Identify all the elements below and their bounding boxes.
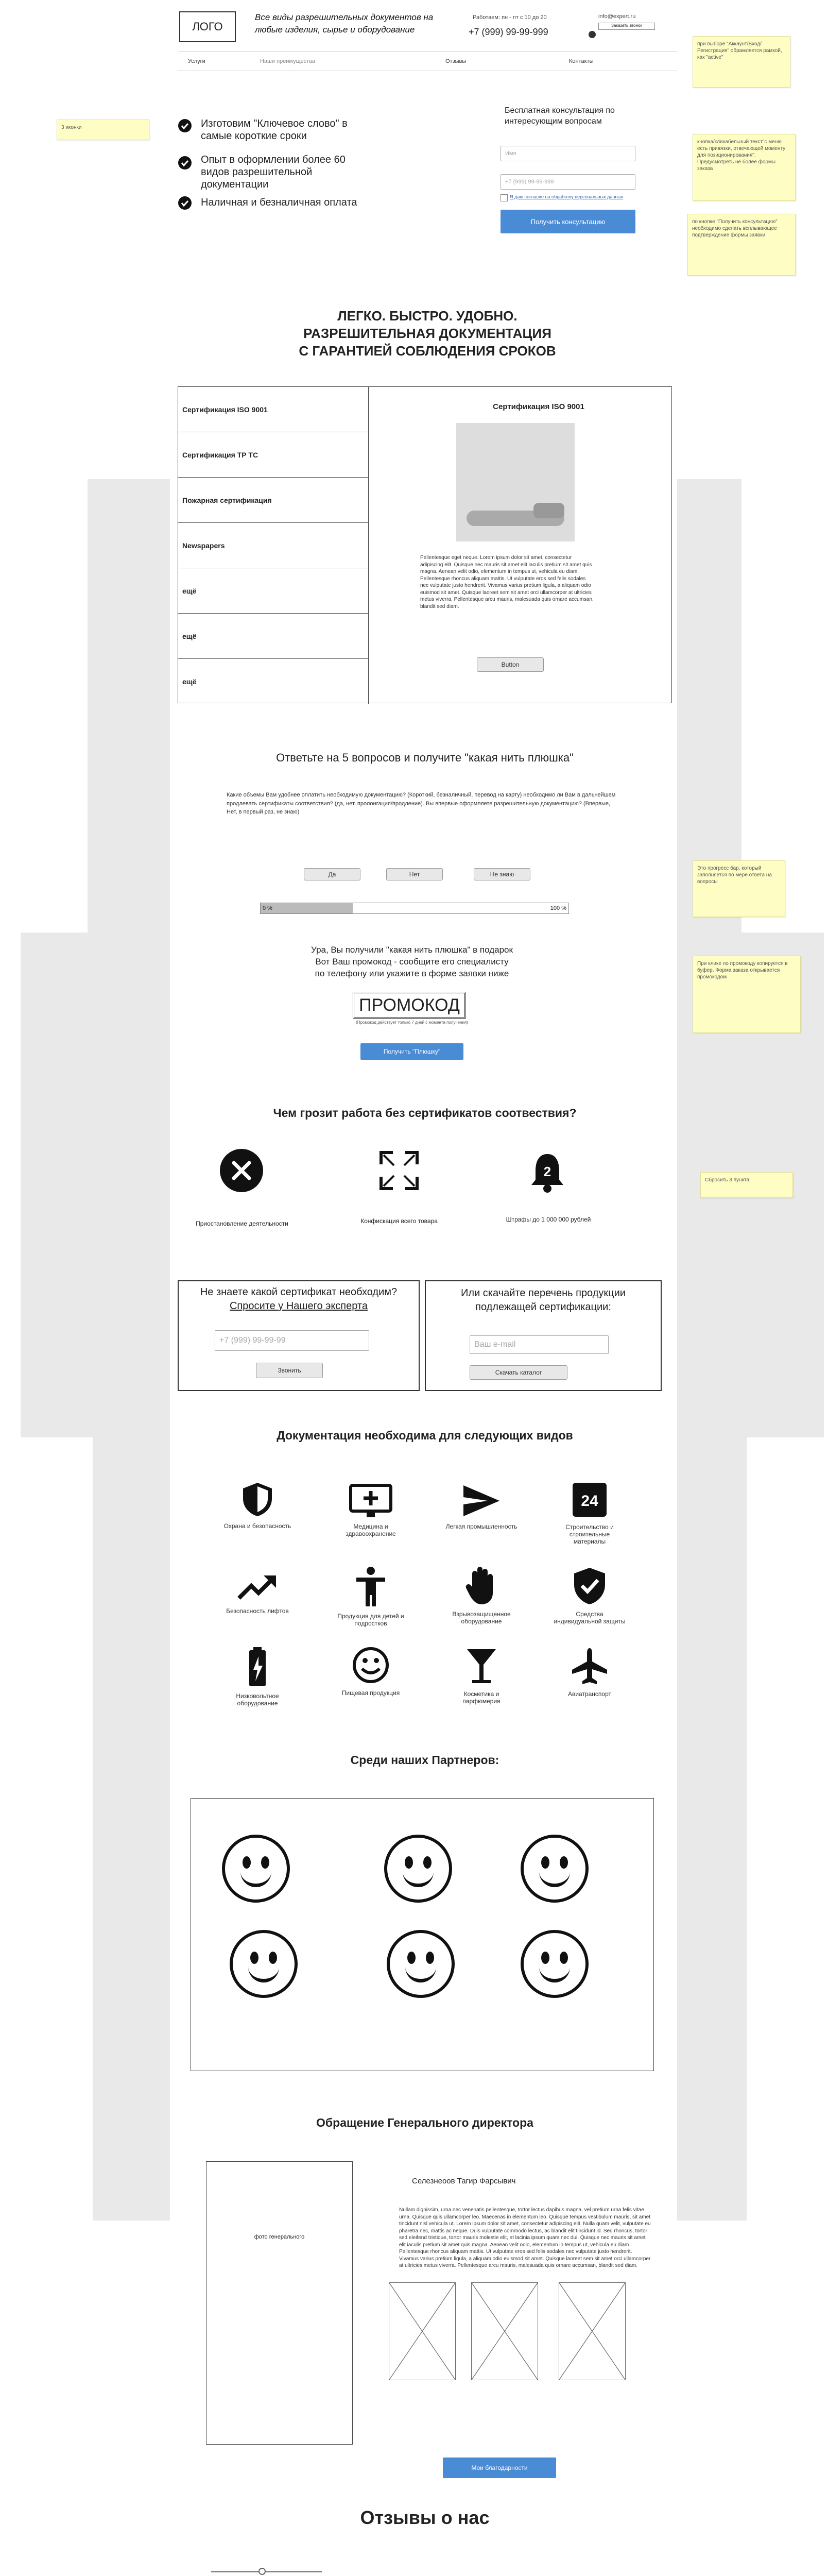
verified-shield-icon: [573, 1566, 607, 1605]
doc-category-label: Безопасность лифтов: [226, 1607, 289, 1615]
result-line: по телефону или укажите в форме заявки ниже: [315, 968, 509, 978]
letter-image[interactable]: [471, 2282, 538, 2380]
phone-input[interactable]: +7 (999) 99-99-999: [501, 174, 635, 190]
partner-logo[interactable]: [384, 1835, 452, 1903]
doc-category[interactable]: [445, 1646, 518, 1705]
callback-button[interactable]: Заказать звонок: [598, 23, 655, 30]
slogan-line: ЛЕГКО. БЫСТРО. УДОБНО.: [337, 308, 518, 324]
partner-logo[interactable]: [521, 1835, 589, 1903]
progress-fill: [261, 903, 353, 913]
person-icon: [354, 1566, 387, 1607]
result-line: Вот Ваш промокод - сообщите его специалисту: [315, 956, 509, 967]
partners-grid: [191, 1798, 654, 2071]
partner-logo[interactable]: [222, 1835, 290, 1903]
risks-title: Чем грозит работа без сертификатов соотвествия?: [273, 1106, 577, 1120]
cert-tab[interactable]: ещё: [178, 614, 368, 659]
header-email[interactable]: info@expert.ru: [598, 13, 636, 20]
trending-up-icon: [237, 1571, 278, 1602]
user-icon[interactable]: [589, 31, 596, 38]
cert-tab[interactable]: Сертификация ТР ТС: [178, 432, 368, 478]
doc-category-label: Средства индивидуальной защиты: [554, 1611, 626, 1625]
doc-category-label: Взрывозащищенное оборудование: [452, 1611, 511, 1625]
cert-tab[interactable]: Newspapers: [178, 523, 368, 568]
feature-text: Наличная и безналичная оплата: [201, 197, 357, 208]
director-photo-caption: фото генерального: [254, 2234, 305, 2240]
hand-icon: [465, 1566, 498, 1605]
cert-tab[interactable]: Пожарная сертификация: [178, 478, 368, 523]
director-text: Nullam dignissim, urna nec venenatis pellentesque, tortor lectus dapibus magna, vel pretium urna felis vitae urna. Quisque quis ullamcorper leo. Maecenas in elementum leo. Quisque tempus vestibulum mauris, sit amet tincidunt nisl vehicula ut. Lorem ipsum dolor sit amet, consectetur adipiscing elit. Nulla quam velit, vulputate eu pharetra nec, mattis ac neque. Duis vulputate commodo lectus, ac blandit elit tincidunt id. Sed rhoncus, tortor sed eleifend tristique, tortor mauris molestie elit, et lacinia ipsum quam nec dui. Quisque nec mauris sit amet elit iaculis pretium sit amet quis magna. Aenean velit odio, elementum in tempus ut, vehicula eu diam. Pellentesque rhoncus aliquam mattis. Ut vulputate eros sed felis sodales nec vulputate justo hendrerit. Vivamus varius pretium ligula, a aliquam odio euismod sit amet. Quisque laoreet sem sit amet orci ullamcorper at ultricies metus viverra. Pellentesque arcu mauris, malesuada quis ornare accumsan, blandit sed diam.: [399, 2207, 651, 2268]
doc-category[interactable]: [554, 1566, 626, 1625]
partner-logo[interactable]: [230, 1930, 298, 1998]
logo[interactable]: ЛОГО: [179, 11, 236, 42]
shield-icon: [241, 1481, 274, 1517]
send-icon: [462, 1484, 501, 1518]
airplane-icon: [570, 1646, 609, 1685]
risk-label: Приостановление деятельности: [196, 1220, 288, 1227]
director-name: Селезнеоов Тагир Фарсывич: [412, 2177, 516, 2185]
note: Сбросить 3 пункта: [700, 1172, 793, 1198]
nav-item-services[interactable]: Услуги: [188, 58, 205, 64]
risk-label: Штрафы до 1 000 000 рублей: [506, 1216, 591, 1223]
cert-tab[interactable]: ещё: [182, 677, 197, 686]
doc-category[interactable]: [221, 1481, 294, 1530]
nav-item-reviews[interactable]: Отзывы: [445, 58, 467, 64]
progress-start-label: 0 %: [263, 905, 272, 911]
image-placeholder-icon: [389, 2283, 455, 2380]
doc-category-label: Низковольтное оборудование: [236, 1692, 279, 1707]
expert-phone-input[interactable]: +7 (999) 99-99-99: [215, 1330, 369, 1351]
note: при выборе "Аккаунт/Вход/Регистрация" обрамляется рамкой, как "active": [693, 36, 790, 88]
catalog-box: [425, 1280, 662, 1391]
promo-code[interactable]: ПРОМОКОД: [353, 992, 466, 1019]
check-icon: [178, 118, 192, 133]
doc-category[interactable]: [335, 1484, 407, 1537]
bell-icon: [529, 1151, 565, 1193]
letter-image[interactable]: [389, 2282, 456, 2380]
doc-category[interactable]: [445, 1566, 518, 1625]
partner-logo[interactable]: [387, 1930, 455, 1998]
doc-category-label: Косметика и парфюмерия: [462, 1690, 501, 1705]
expert-box: [178, 1280, 420, 1391]
cert-description: Pellentesque eget neque. Lorem ipsum dolor sit amet, consectetur adipiscing elit. Quisque nec mauris sit amet elit iaculis pretium sit amet quis magna. Aenean velit odio, elementum in tempus ut, vehicula eu diam. Pellentesque rhoncus aliquam mattis. Ut vulputate eros sed felis sodales nec vulputate justo hendrerit. Vivamus varius pretium ligula, a aliquam odio euismod sit amet. Quisque laoreet sem sit amet orci ullamcorper at ultricies metus viverra. Pellentesque arcu mauris, malesuada quis ornare accumsan, blandit sed diam.: [420, 555, 594, 609]
promo-note: (Промокод действует только 7 дней с момента получения): [356, 1020, 468, 1025]
nav-item-advantages[interactable]: Наши преимущества: [260, 58, 316, 64]
cert-panel: [178, 386, 672, 703]
catalog-title: Или скачайте перечень продукции подлежащей сертификации:: [461, 1287, 626, 1313]
doc-category-label: Легкая промышленность: [445, 1523, 518, 1530]
note: по кнопке "Получить консультацию" необходимо сделать всплывающее подтверждение формы заявки: [687, 214, 796, 276]
cert-button[interactable]: Button: [477, 657, 544, 672]
note: Это прогресс бар, который заполняется по мере ответа на вопросы: [693, 860, 785, 917]
smile-icon: [352, 1646, 390, 1684]
cocktail-icon: [465, 1646, 498, 1685]
header-tagline: Все виды разрешительных документов на любые изделия, сырье и оборудование: [255, 12, 434, 35]
director-title: Обращение Генерального директора: [316, 2116, 533, 2129]
doc-category-label: Медицина и здравоохранение: [346, 1523, 396, 1537]
partners-title: Среди наших Партнеров:: [350, 1753, 499, 1767]
quiz-question: Какие объемы Вам удобнее оплатить необходимую документацию? (Короткий, безналичный, перевод на карту) необходимо ли Вам в дальнейшем продлевать сертификаты соответствия? (да, нет, пролонгация/продление). Вы впервые оформляете разрешительную документацию? (Впервые, Нет, в первый раз, не знаю): [227, 792, 616, 815]
docs-title: Документация необходима для следующих видов: [277, 1429, 573, 1442]
review-slider-handle[interactable]: [258, 2568, 266, 2575]
slogan-line: РАЗРЕШИТЕЛЬНАЯ ДОКУМЕНТАЦИЯ: [303, 325, 551, 341]
progress-bar: [260, 903, 569, 914]
call-button[interactable]: Звонить: [256, 1363, 323, 1378]
consult-form-title: Бесплатная консультация по интересующим вопросам: [505, 106, 615, 126]
expert-link[interactable]: Спросите у Нашего эксперта: [229, 1300, 368, 1312]
director-photo: [206, 2161, 353, 2445]
medical-monitor-icon: [349, 1484, 392, 1518]
cert-tab[interactable]: Сертификация ISO 9001: [178, 387, 368, 432]
building-icon: [571, 1481, 608, 1518]
result-line: Ура, Вы получили "какая нить плюшка" в подарок: [311, 945, 513, 955]
doc-category-label: Авиатранспорт: [567, 1690, 612, 1698]
pipe-image-icon: [456, 423, 575, 541]
feature-text: Опыт в оформлении более 60 видов разрешительной документации: [201, 154, 346, 190]
letter-image[interactable]: [559, 2282, 626, 2380]
doc-category[interactable]: [221, 1646, 294, 1707]
note: При клике по промокоду копируется в буфер. Форма заказа открывается промокодом: [693, 956, 801, 1033]
thanks-button[interactable]: Мои благодарности: [443, 2458, 556, 2478]
answer-no-button[interactable]: Нет: [386, 868, 443, 880]
reviews-title: Отзывы о нас: [360, 2507, 490, 2528]
battery-charging-icon: [247, 1646, 268, 1687]
cancel-circle-icon: [218, 1147, 265, 1194]
slogan-line: С ГАРАНТИЕЙ СОБЛЮДЕНИЯ СРОКОВ: [299, 343, 556, 359]
catalog-email-input[interactable]: Ваш e-mail: [470, 1335, 609, 1354]
doc-category[interactable]: [221, 1571, 294, 1615]
note: 3 иконки: [57, 120, 149, 140]
get-bonus-button[interactable]: Получить "Плюшку": [360, 1043, 463, 1060]
fullscreen-icon: [378, 1150, 420, 1191]
slogan: [268, 308, 587, 360]
agree-checkbox[interactable]: [501, 194, 508, 201]
name-input[interactable]: Имя: [501, 146, 635, 161]
svg-text:24: 24: [581, 1493, 598, 1510]
review-slider-track[interactable]: [211, 2571, 322, 2572]
agree-link[interactable]: Я даю согласие на обработку персональных данных: [510, 194, 624, 199]
cert-title: Сертификация ISO 9001: [493, 402, 584, 411]
download-catalog-button[interactable]: Скачать каталог: [470, 1365, 567, 1380]
image-placeholder-icon: [559, 2283, 625, 2380]
doc-category[interactable]: [335, 1646, 407, 1697]
doc-category[interactable]: [445, 1484, 518, 1530]
partner-logo[interactable]: [521, 1930, 589, 1998]
answer-dontknow-button[interactable]: Не знаю: [474, 868, 530, 880]
doc-category[interactable]: [554, 1481, 626, 1545]
feature-text: Изготовим "Ключевое слово" в самые короткие сроки: [201, 118, 348, 142]
cert-list: [178, 387, 369, 704]
nav-item-contacts[interactable]: Контакты: [569, 58, 594, 64]
doc-category-label: Строительство и строительные материалы: [565, 1523, 614, 1545]
check-icon: [178, 156, 192, 170]
risk-label: Конфискация всего товара: [360, 1217, 438, 1225]
doc-category-label: Охрана и безопасность: [223, 1522, 291, 1530]
quiz-result: [257, 944, 566, 980]
consult-button[interactable]: Получить консультацию: [501, 210, 635, 233]
svg-text:2: 2: [543, 1164, 551, 1179]
cert-image: [456, 423, 575, 541]
check-icon: [178, 196, 192, 210]
quiz-title: Ответьте на 5 вопросов и получите "какая нить плюшка": [276, 751, 574, 764]
doc-category[interactable]: [554, 1646, 626, 1698]
note: кнопка/кликабельный текст"с меню есть привязки, отвечающей моменту для позиционирования". Предусмотреть не более формы заказа: [693, 134, 796, 201]
header-phone[interactable]: +7 (999) 99-99-999: [469, 27, 548, 37]
work-hours: Работаем: пн - пт с 10 до 20: [473, 14, 547, 21]
doc-category-label: Продукция для детей и подростков: [337, 1613, 404, 1627]
expert-title: Не знаете какой сертификат необходим?: [200, 1286, 398, 1298]
doc-category-label: Пищевая продукция: [341, 1689, 400, 1697]
cert-tab[interactable]: ещё: [178, 568, 368, 614]
image-placeholder-icon: [472, 2283, 538, 2380]
progress-end-label: 100 %: [550, 905, 566, 911]
main-nav: [178, 52, 677, 71]
doc-category[interactable]: [335, 1566, 407, 1627]
answer-yes-button[interactable]: Да: [304, 868, 360, 880]
